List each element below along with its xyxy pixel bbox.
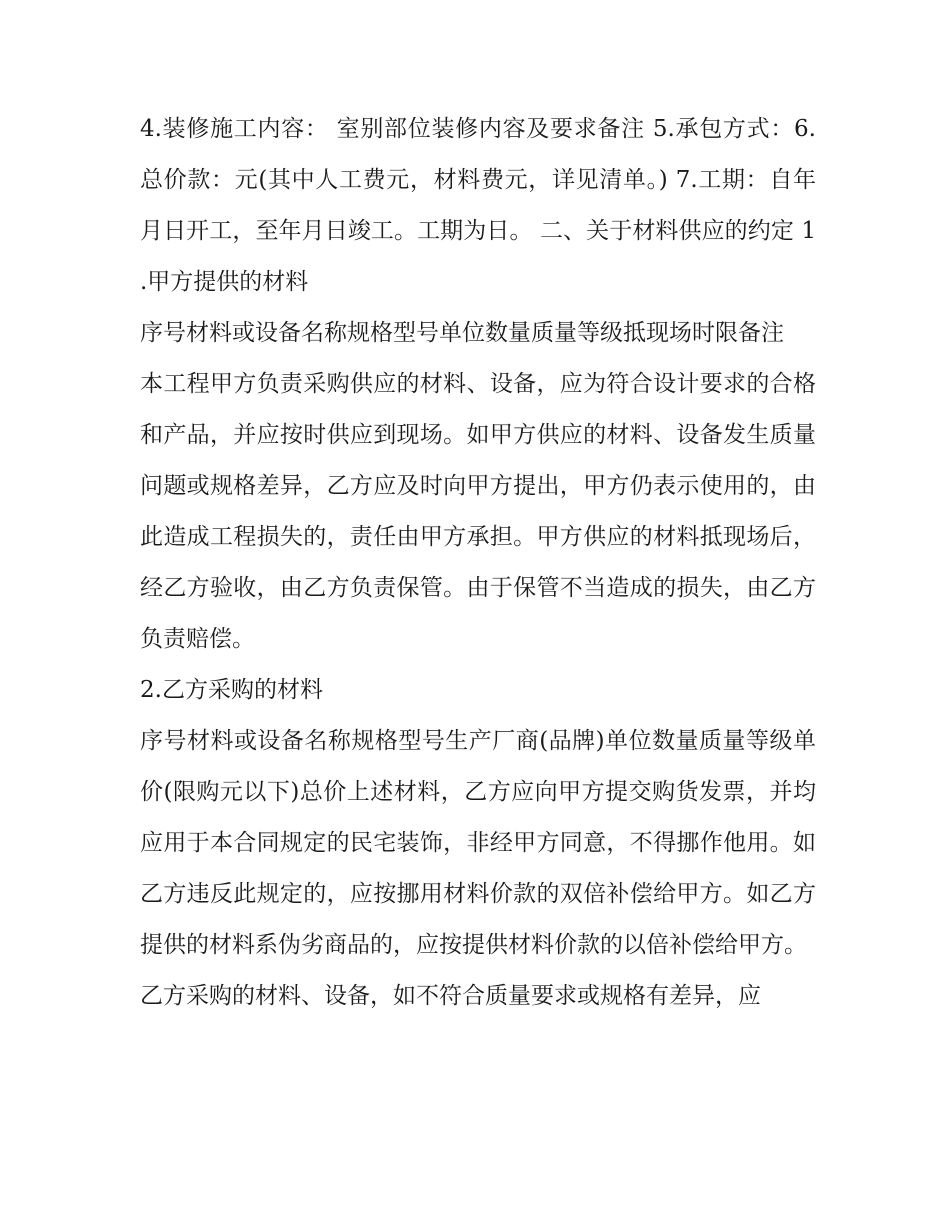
paragraph-party-a-responsibility: 本工程甲方负责采购供应的材料、设备，应为符合设计要求的合格和产品，并应按时供应到现场。如甲方供应的材料、设备发生质量问题或规格差异，乙方应及时向甲方提出，甲方仍表示使用的，由此造成工程损失的，责任由甲方承担。甲方供应的材料抵现场后，经乙方验收，由乙方负责保管。由于保管不当造成的损失，由乙方负责赔偿。 [140, 371, 816, 652]
paragraph-party-b-quality: 乙方采购的材料、设备，如不符合质量要求或规格有差异，应 [140, 983, 761, 1009]
paragraph-party-b-material-columns: 序号材料或设备名称规格型号生产厂商(品牌)单位数量质量等级单价(限购元以下)总价上述材料，乙方应向甲方提交购货发票，并均应用于本合同规定的民宅装饰，非经甲方同意，不得挪作他用。如乙方违反此规定的，应按挪用材料价款的双倍补偿给甲方。如乙方提供的材料系伪劣商品的，应按提供材料价款的以倍补偿给甲方。 [140, 728, 816, 958]
document-body [140, 104, 816, 1022]
paragraph-construction-terms: 4.装修施工内容： 室别部位装修内容及要求备注 5.承包方式：6.总价款：元(其中人工费元，材料费元，详见清单。) 7.工期：自年月日开工，至年月日竣工。工期为日。 二、关于材料供应的约定 1.甲方提供的材料 [140, 116, 816, 295]
paragraph-party-a-material-columns: 序号材料或设备名称规格型号单位数量质量等级抵现场时限备注 [140, 320, 784, 346]
section-heading-party-b-materials: 2.乙方采购的材料 [140, 677, 323, 703]
